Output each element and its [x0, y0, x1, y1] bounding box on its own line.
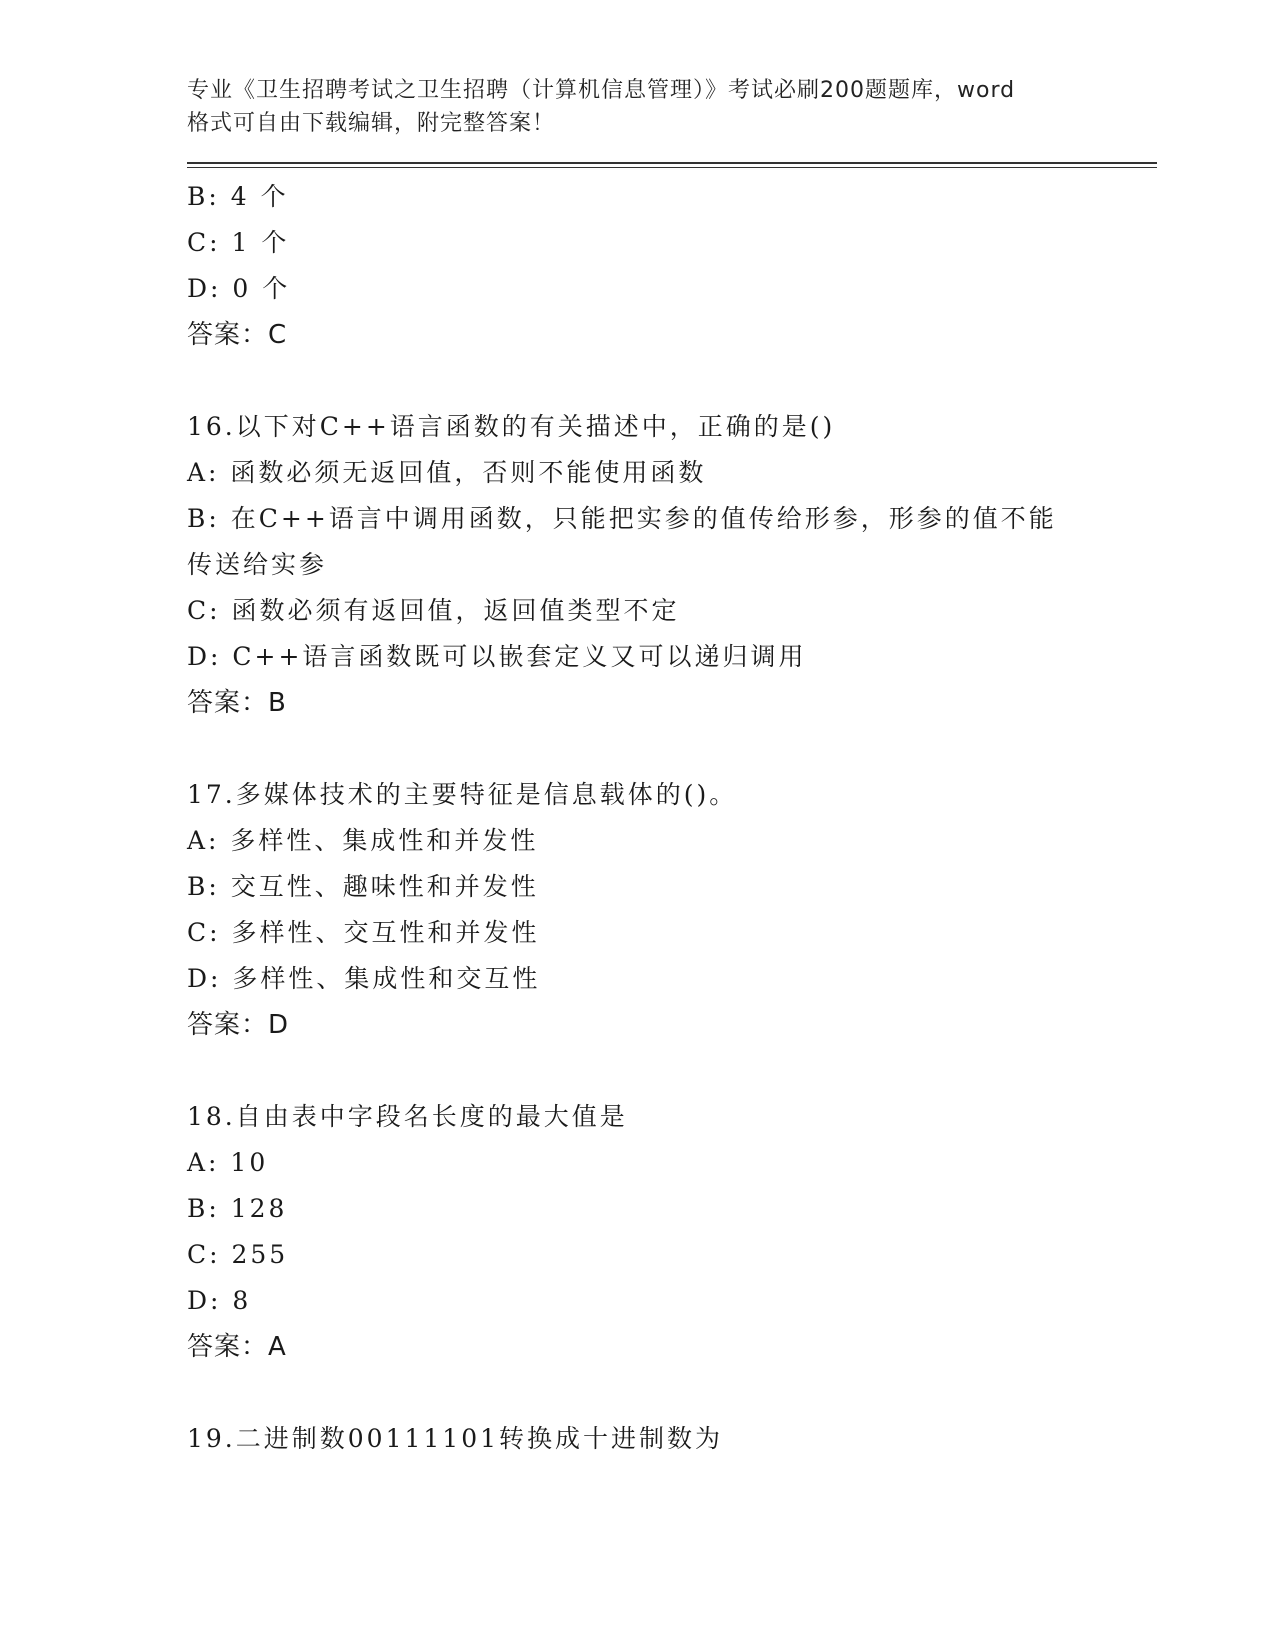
- question-text: 19.二进制数00111101转换成十进制数为: [187, 1424, 724, 1453]
- option-b: B: 128: [187, 1194, 288, 1223]
- header-line-1: 专业《卫生招聘考试之卫生招聘（计算机信息管理）》考试必刷200题题库，word: [187, 78, 1016, 103]
- option-b: B: 交互性、趣味性和并发性: [187, 872, 539, 901]
- question-text: 18.自由表中字段名长度的最大值是: [187, 1102, 628, 1131]
- option-b: B: 4 个: [187, 182, 289, 211]
- question-15-tail: [187, 174, 1157, 358]
- option-c: C: 函数必须有返回值，返回值类型不定: [187, 596, 680, 625]
- answer: 答案：C: [187, 320, 288, 350]
- option-b: B: 在C++语言中调用函数，只能把实参的值传给形参，形参的值不能: [187, 504, 1057, 533]
- option-d: D: 多样性、集成性和交互性: [187, 964, 541, 993]
- option-c: C: 1 个: [187, 228, 290, 257]
- question-text: 16.以下对C++语言函数的有关描述中，正确的是(): [187, 412, 836, 441]
- answer: 答案：B: [187, 688, 287, 718]
- question-text: 17.多媒体技术的主要特征是信息载体的()。: [187, 780, 738, 809]
- option-c: C: 255: [187, 1240, 289, 1269]
- option-d: D: 8: [187, 1286, 252, 1315]
- option-a: A: 函数必须无返回值，否则不能使用函数: [187, 458, 707, 487]
- option-c: C: 多样性、交互性和并发性: [187, 918, 540, 947]
- spacer: [187, 1370, 1157, 1416]
- answer: 答案：A: [187, 1332, 287, 1362]
- document-page: [187, 74, 1157, 1462]
- header-divider: [187, 162, 1157, 168]
- answer: 答案：D: [187, 1010, 290, 1040]
- spacer: [187, 1048, 1157, 1094]
- spacer: [187, 726, 1157, 772]
- option-b-continued: 传送给实参: [187, 550, 328, 579]
- question-18: [187, 1094, 1157, 1370]
- header-line-2: 格式可自由下载编辑，附完整答案！: [187, 111, 556, 136]
- spacer: [187, 358, 1157, 404]
- question-19: [187, 1416, 1157, 1462]
- question-16: [187, 404, 1157, 726]
- option-d: D: 0 个: [187, 274, 291, 303]
- document-header: [187, 74, 1087, 140]
- option-a: A: 10: [187, 1148, 269, 1177]
- question-17: [187, 772, 1157, 1048]
- option-a: A: 多样性、集成性和并发性: [187, 826, 539, 855]
- option-d: D: C++语言函数既可以嵌套定义又可以递归调用: [187, 642, 807, 671]
